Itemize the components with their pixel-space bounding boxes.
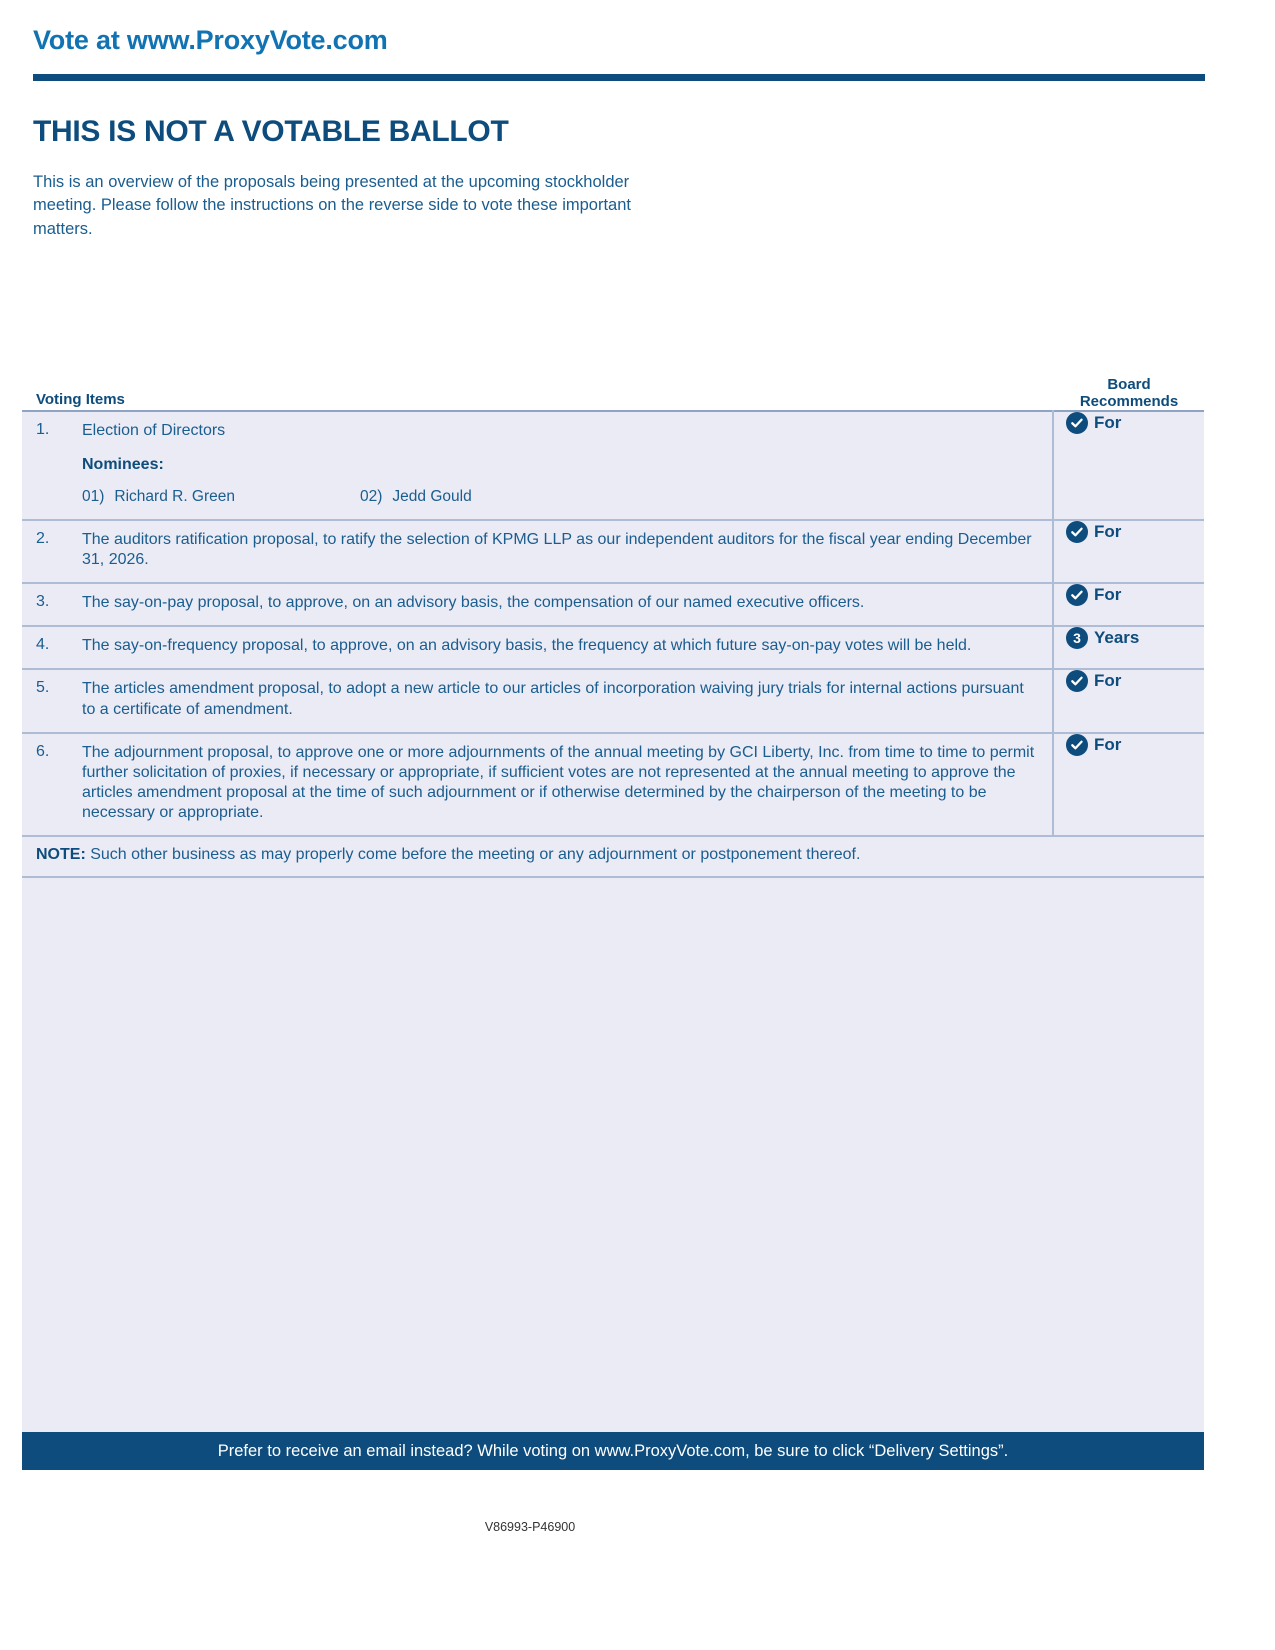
- table-row: [22, 669, 1204, 732]
- item-text: The articles amendment proposal, to adopt a new article to our articles of incorporation waiving jury trials for internal actions pursuant to a certificate of amendment.: [82, 680, 1024, 718]
- table-column-headers: [22, 365, 1204, 410]
- number-3-circle-icon: [1066, 627, 1088, 649]
- note-cell: [22, 836, 1204, 876]
- item-content: [82, 411, 1053, 520]
- intro-paragraph: This is an overview of the proposals being presented at the upcoming stockholder meeting. Please follow the instructions on the reverse side to vote these important matters.: [33, 172, 631, 238]
- check-circle-icon: [1066, 412, 1088, 434]
- recommendation: [1054, 521, 1204, 543]
- recommendation: [1054, 627, 1204, 649]
- table-row: [22, 733, 1204, 837]
- table-row: [22, 520, 1204, 583]
- board-header-line-1: Board: [1107, 375, 1151, 393]
- note-text: Such other business as may properly come before the meeting or any adjournment or postponement thereof.: [85, 846, 861, 864]
- table-row: [22, 411, 1204, 520]
- check-circle-icon: [1066, 521, 1088, 543]
- badge-number: 3: [1073, 630, 1081, 647]
- recommendation: [1054, 734, 1204, 756]
- nominee-name: Richard R. Green: [114, 488, 236, 506]
- recommendation-cell: [1053, 626, 1204, 669]
- intro-section: [0, 81, 1275, 241]
- item-text: The say-on-pay proposal, to approve, on an advisory basis, the compensation of our named executive officers.: [82, 594, 865, 612]
- item-number: 6.: [22, 733, 82, 837]
- table-row-note: [22, 836, 1204, 876]
- nominees-label: Nominees:: [82, 456, 164, 474]
- item-text: Election of Directors: [82, 422, 226, 439]
- recommendation-label: For: [1094, 734, 1122, 754]
- recommendation: [1054, 412, 1204, 434]
- footer-banner-text: Prefer to receive an email instead? While voting on www.ProxyVote.com, be sure to click “Delivery Settings”.: [217, 1441, 1009, 1460]
- table-row: [22, 626, 1204, 669]
- list-item: [360, 487, 638, 507]
- note-label: NOTE:: [36, 846, 86, 864]
- voting-items-section: [22, 365, 1204, 1451]
- item-content: [82, 583, 1053, 626]
- voting-items-table: [22, 410, 1204, 876]
- item-number: 5.: [22, 669, 82, 732]
- recommendation-cell: [1053, 583, 1204, 626]
- column-header-voting-items: Voting Items: [36, 391, 125, 408]
- page-header: [0, 0, 1275, 81]
- recommendation-label: Years: [1094, 628, 1140, 648]
- table-row: [22, 583, 1204, 626]
- check-circle-icon: [1066, 670, 1088, 692]
- recommendation-cell: [1053, 411, 1204, 520]
- header-divider: [33, 74, 1205, 81]
- recommendation-cell: [1053, 669, 1204, 732]
- check-circle-icon: [1066, 584, 1088, 606]
- recommendation-label: For: [1094, 521, 1122, 541]
- item-content: [82, 520, 1053, 583]
- list-item: [82, 487, 360, 507]
- recommendation-label: For: [1094, 671, 1122, 691]
- item-content: [82, 733, 1053, 837]
- recommendation: [1054, 670, 1204, 692]
- item-number: 4.: [22, 626, 82, 669]
- blank-panel: [22, 876, 1204, 1451]
- column-header-board-recommends: [1054, 376, 1204, 411]
- nominee-index: 02): [360, 488, 383, 506]
- nominee-name: Jedd Gould: [392, 488, 472, 506]
- item-text: The auditors ratification proposal, to ratify the selection of KPMG LLP as our independent auditors for the fiscal year ending December 31, 2026.: [82, 530, 1032, 568]
- page-title: THIS IS NOT A VOTABLE BALLOT: [33, 114, 509, 148]
- item-text: The adjournment proposal, to approve one or more adjournments of the annual meeting by GCI Liberty, Inc. from time to time to permit further solicitation of proxies, if necessary or appropriate, if sufficient votes are not represented at the annual meeting to approve the articles amendment proposal at the time of such adjournment or if otherwise determined by the chairperson of the meeting to be necessary or appropriate.: [82, 743, 1035, 822]
- check-circle-icon: [1066, 734, 1088, 756]
- recommendation-label: For: [1094, 413, 1122, 432]
- nominees-list: [82, 487, 1040, 507]
- nominee-index: 01): [82, 488, 105, 506]
- item-number: 2.: [22, 520, 82, 583]
- item-number: 3.: [22, 583, 82, 626]
- board-header-line-2: Recommends: [1079, 392, 1179, 410]
- item-number: 1.: [22, 411, 82, 520]
- recommendation-cell: [1053, 733, 1204, 837]
- site-title: Vote at www.ProxyVote.com: [33, 25, 388, 55]
- footer-banner: [22, 1432, 1204, 1470]
- item-content: [82, 669, 1053, 732]
- item-text: The say-on-frequency proposal, to approve, on an advisory basis, the frequency at which future say-on-pay votes will be held.: [82, 637, 972, 655]
- recommendation-cell: [1053, 520, 1204, 583]
- recommendation: [1054, 584, 1204, 606]
- recommendation-label: For: [1094, 585, 1122, 605]
- item-content: [82, 626, 1053, 669]
- document-code: V86993-P46900: [484, 1520, 576, 1534]
